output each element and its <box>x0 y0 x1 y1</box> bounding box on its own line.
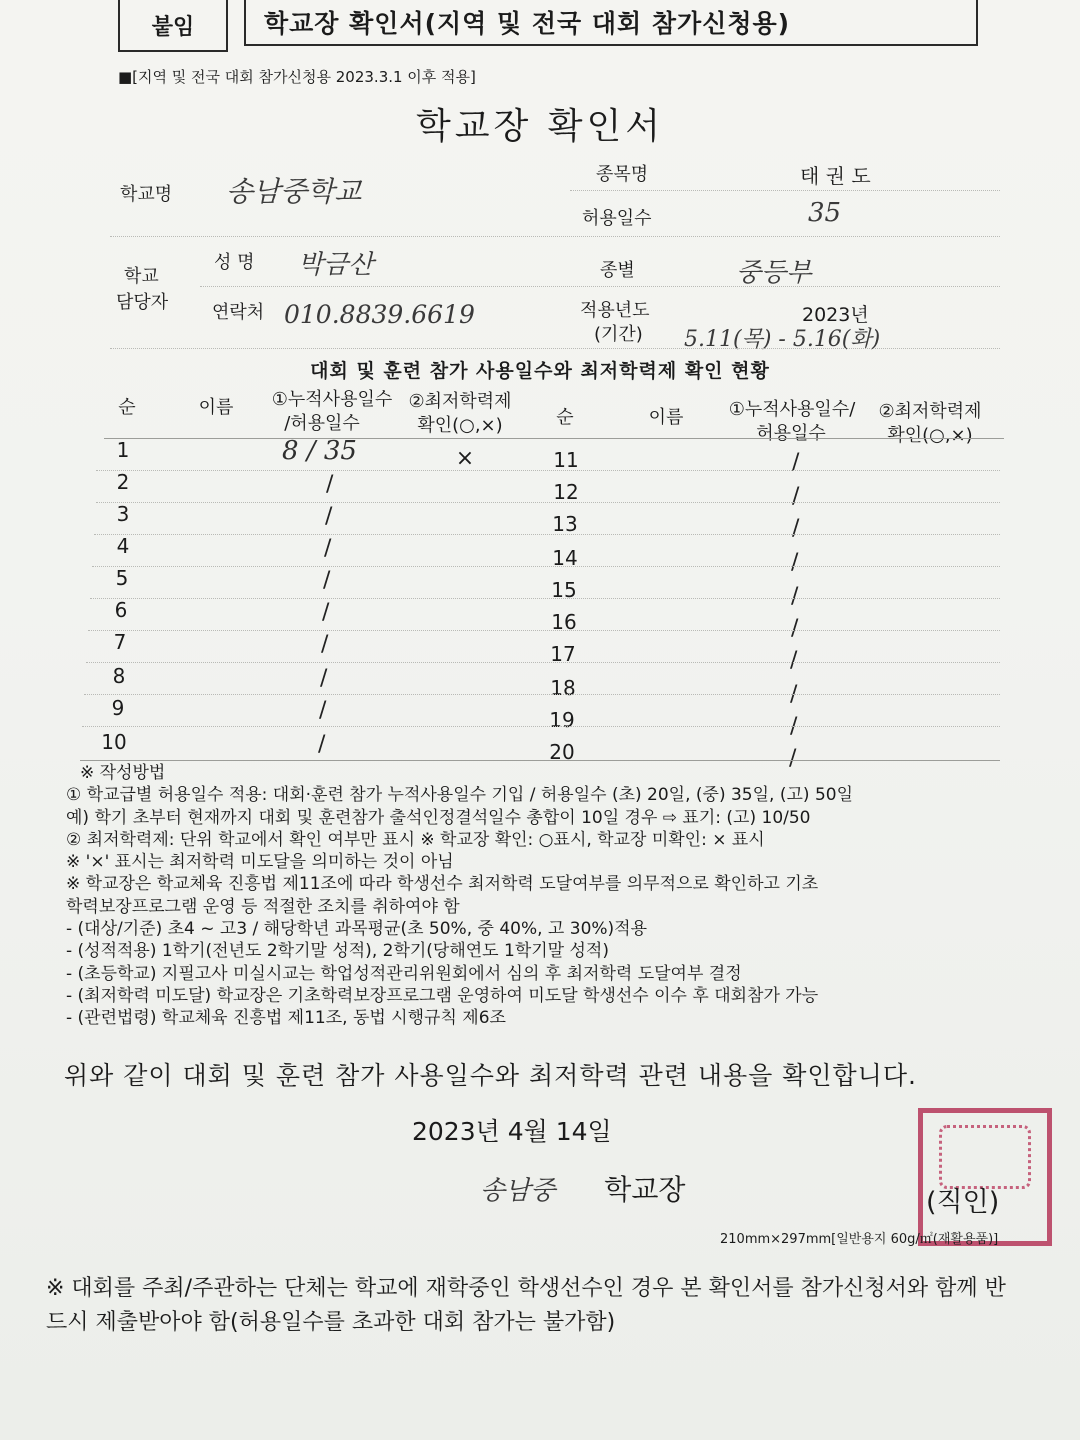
row-number: 12 <box>553 480 579 504</box>
form-title: 학교장 확인서 <box>415 106 665 147</box>
row-number: 13 <box>552 512 578 536</box>
phone-label: 연락처 <box>212 302 265 323</box>
attachment-tag: 붙임 <box>118 0 228 52</box>
divider <box>92 566 1000 567</box>
submission-footnote: ※ 대회를 주최/주관하는 단체는 학교에 재학중인 학생선수인 경우 본 확인서를 참가신청서와 함께 반드시 제출받아야 함(허용일수를 초과한 대회 참가는 불가함) <box>46 1276 1006 1335</box>
category-value: 중등부 <box>736 258 812 288</box>
note-line: ※ 작성방법 <box>80 763 166 783</box>
row-number: 16 <box>551 610 577 634</box>
divider <box>94 534 1000 535</box>
divider <box>86 662 1000 663</box>
divider <box>90 598 1000 599</box>
divider <box>570 190 1000 191</box>
row-number: 8 <box>112 664 126 688</box>
contact-group-label: 담당자 <box>116 292 169 313</box>
col-header-academic: 확인(○,×) <box>887 425 973 446</box>
academic-mark: × <box>455 446 475 471</box>
col-header-no: 순 <box>556 407 574 428</box>
person-name-value: 박금산 <box>298 250 374 280</box>
period-value: 5.11(목) - 5.16(화) <box>684 327 881 352</box>
note-line: - (관련법령) 학교체육 진흥법 제11조, 동법 시행규칙 제6조 <box>66 1008 506 1029</box>
col-header-academic: ②최저학력제 <box>878 401 982 422</box>
row-number: 9 <box>111 696 125 720</box>
confirmation-statement: 위와 같이 대회 및 훈련 참가 사용일수와 최저학력 관련 내용을 확인합니다. <box>64 1061 917 1090</box>
days-cell: / <box>790 648 798 673</box>
days-cell: / <box>326 472 334 497</box>
school-name-label: 학교명 <box>120 184 173 205</box>
application-note: ■[지역 및 전국 대회 참가신청용 2023.3.1 이후 적용] <box>118 68 476 86</box>
issue-date: 2023년 4월 14일 <box>412 1117 612 1146</box>
days-cell: / <box>792 516 800 541</box>
col-header-academic: ②최저학력제 <box>408 391 512 412</box>
category-label: 종별 <box>600 260 635 281</box>
divider <box>84 694 1000 695</box>
header-title: 학교장 확인서(지역 및 전국 대회 참가신청용) <box>244 0 978 46</box>
writing-instructions <box>66 762 1016 1030</box>
col-header-no: 순 <box>118 397 136 418</box>
col-header-days: ①누적사용일수/ <box>728 399 856 420</box>
days-cell: / <box>791 550 799 575</box>
days-cell: / <box>791 584 799 609</box>
days-cell: / <box>325 504 333 529</box>
row-number: 18 <box>550 676 576 700</box>
days-cell: / <box>792 484 800 509</box>
col-header-academic: 확인(○,×) <box>417 415 503 436</box>
row-number: 6 <box>114 598 128 622</box>
note-line: 학력보장프로그램 운영 등 적절한 조치를 취하여야 함 <box>66 896 460 917</box>
divider <box>110 348 1000 349</box>
days-cell: / <box>790 714 798 739</box>
school-name-value: 송남중학교 <box>226 175 362 208</box>
days-cell: / <box>323 568 331 593</box>
divider <box>88 630 1000 631</box>
days-cell: / <box>791 616 799 641</box>
row-number: 7 <box>113 630 127 654</box>
allowed-days-label: 허용일수 <box>582 208 652 229</box>
person-name-label: 성 명 <box>214 252 255 273</box>
row-number: 2 <box>116 470 130 494</box>
table-title: 대회 및 훈련 참가 사용일수와 최저학력제 확인 현황 <box>310 360 770 382</box>
paper-spec: 210mm×297mm[일반용지 60g/㎡(재활용품)] <box>720 1232 999 1247</box>
note-line: - (최저학력 미도달) 학교장은 기초학력보장프로그램 운영하여 미도달 학생선수 이수 후 대회참가 가능 <box>66 985 819 1006</box>
divider <box>200 286 1000 287</box>
days-cell: / <box>324 536 332 561</box>
row-number: 19 <box>549 708 575 732</box>
col-header-days: ①누적사용일수 <box>271 389 393 410</box>
note-line: - (초등학교) 지필고사 미실시교는 학업성적관리위원회에서 심의 후 최저학력 도달여부 결정 <box>66 963 742 984</box>
days-cell: 8 / 35 <box>282 436 357 466</box>
divider <box>96 502 1000 503</box>
divider <box>104 438 1004 439</box>
allowed-days-value: 35 <box>808 198 842 228</box>
sport-label: 종목명 <box>596 164 649 185</box>
row-number: 5 <box>115 566 129 590</box>
days-cell: / <box>792 450 800 475</box>
row-number: 14 <box>552 546 578 570</box>
note-line: ※ '×' 표시는 최저학력 미도달을 의미하는 것이 아님 <box>66 852 454 873</box>
divider <box>82 726 1000 727</box>
days-cell: / <box>321 632 329 657</box>
sport-value: 태 권 도 <box>800 164 871 188</box>
col-header-days: 허용일수 <box>756 423 826 444</box>
col-header-name: 이름 <box>198 397 234 418</box>
note-line: ※ 학교장은 학교체육 진흥법 제11조에 따라 학생선수 최저학력 도달여부를 의무적으로 확인하고 기초 <box>66 874 819 895</box>
row-number: 3 <box>116 502 130 526</box>
row-number: 4 <box>116 534 130 558</box>
note-line: ② 최저학력제: 단위 학교에서 확인 여부만 표시 ※ 학교장 확인: ○표시, 학교장 미확인: × 표시 <box>66 829 765 850</box>
days-cell: / <box>322 600 330 625</box>
period-year: 2023년 <box>802 304 869 326</box>
row-number: 10 <box>101 730 127 754</box>
contact-group-label: 학교 <box>124 266 159 287</box>
divider <box>96 470 1000 471</box>
period-sub-label: (기간) <box>594 324 643 345</box>
divider <box>80 760 1000 761</box>
days-cell: / <box>320 666 328 691</box>
row-number: 20 <box>549 740 575 764</box>
row-number: 15 <box>551 578 577 602</box>
note-line: ① 학교급별 허용일수 적용: 대회·훈련 참가 누적사용일수 기입 / 허용일수 (초) 20일, (중) 35일, (고) 50일 <box>66 785 854 806</box>
row-number: 11 <box>553 448 579 472</box>
principal-title: 학교장 <box>604 1173 686 1206</box>
col-header-name: 이름 <box>648 407 684 428</box>
days-cell: / <box>790 682 798 707</box>
row-number: 1 <box>116 438 130 462</box>
signature-line <box>480 1168 685 1208</box>
col-header-days: /허용일수 <box>284 413 360 434</box>
seal-label: (직인) <box>926 1187 1000 1218</box>
note-line: - (대상/기준) 초4 ~ 고3 / 해당학년 과목평균(초 50%, 중 40%, 고 30%)적용 <box>66 919 648 940</box>
days-cell: / <box>319 698 327 723</box>
note-line: - (성적적용) 1학기(전년도 2학기말 성적), 2학기(당해연도 1학기말 성적) <box>66 941 609 962</box>
period-label: 적용년도 <box>580 300 650 321</box>
phone-value: 010.8839.6619 <box>284 300 475 329</box>
school-signature: 송남중 <box>480 1176 556 1206</box>
divider <box>110 236 1000 237</box>
row-number: 17 <box>550 642 576 666</box>
note-line: 예) 학기 초부터 현재까지 대회 및 훈련참가 출석인정결석일수 총합이 10일 경우 ⇨ 표기: (고) 10/50 <box>66 807 811 828</box>
days-cell: / <box>789 746 797 771</box>
days-cell: / <box>318 732 326 757</box>
official-seal <box>918 1108 1052 1246</box>
